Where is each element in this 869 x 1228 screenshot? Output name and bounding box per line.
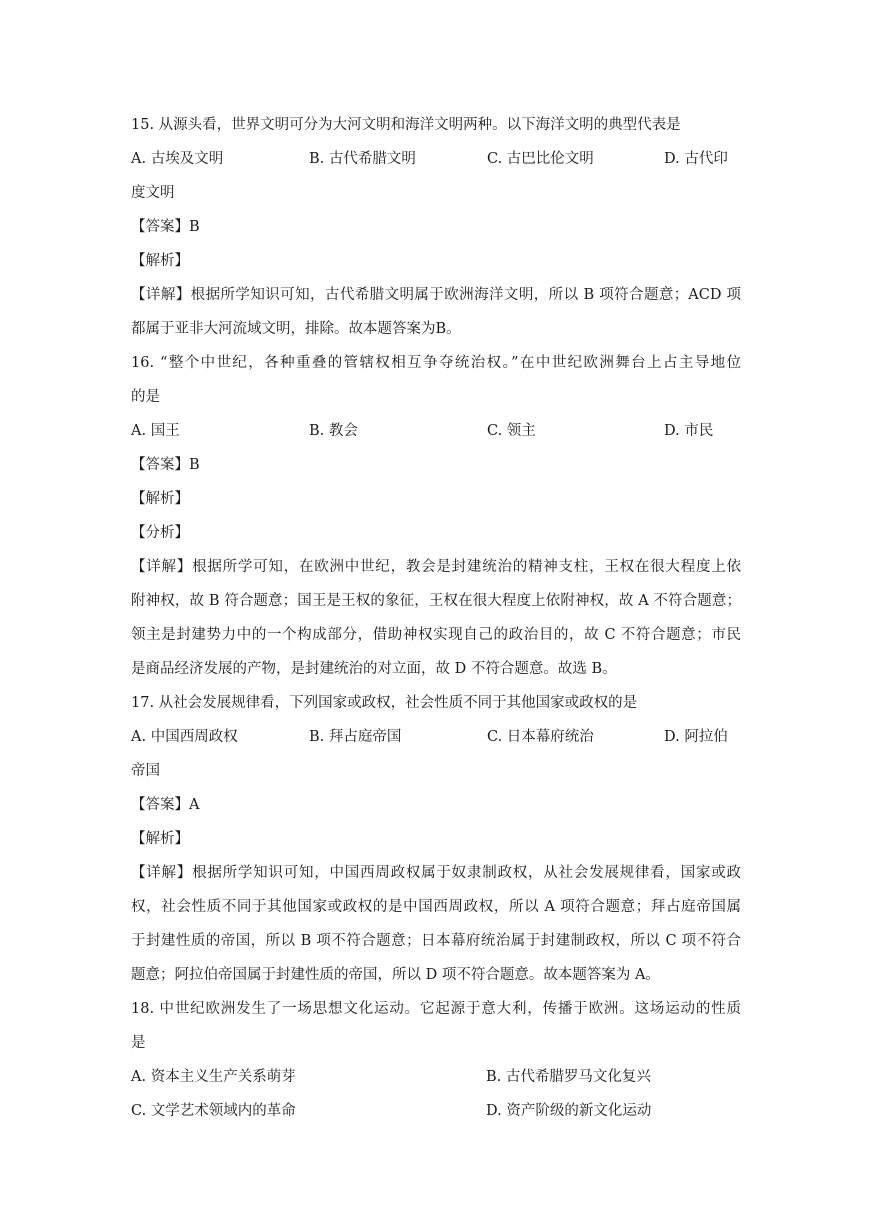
option-d: D. 市民 [664,423,714,439]
question-17-analysis-heading: 【解析】 [131,831,189,847]
question-17-detail-line: 题意；阿拉伯帝国属于封建性质的帝国，所以 D 项不符合题意。故本题答案为 A。 [131,967,660,983]
question-16-detail-line: 是商品经济发展的产物，是封建统治的对立面，故 D 不符合题意。故选 B。 [131,661,617,677]
question-16-analysis-heading: 【解析】 [131,491,189,507]
question-16-stem: 16. “整个中世纪，各种重叠的管辖权相互争夺统治权。”在中世纪欧洲舞台上占主导地位 [131,355,741,371]
question-17-stem: 17. 从社会发展规律看，下列国家或政权，社会性质不同于其他国家或政权的是 [131,695,638,711]
question-18-options-row-2 [131,1094,741,1128]
option-d-continued: 度文明 [131,185,175,201]
question-17-detail-line: 【详解】根据所学知识可知，中国西周政权属于奴隶制政权，从社会发展规律看，国家或政 [131,865,741,881]
question-18-options-row-1 [131,1060,741,1094]
question-16-detail-line: 【详解】根据所学可知，在欧洲中世纪，教会是封建统治的精神支柱，王权在很大程度上依 [131,559,741,575]
question-15-options [131,142,741,176]
option-b: B. 拜占庭帝国 [309,729,402,745]
option-a: A. 中国西周政权 [131,729,238,745]
option-d: D. 阿拉伯 [664,729,728,745]
option-a: A. 古埃及文明 [131,151,224,167]
option-c: C. 领主 [487,423,536,439]
option-b: B. 古代希腊文明 [309,151,416,167]
option-b: B. 教会 [309,423,358,439]
question-16-detail-line: 附神权，故 B 符合题意；国王是王权的象征，王权在很大程度上依附神权，故 A 不符合题意； [131,593,741,609]
question-15-stem: 15. 从源头看，世界文明可分为大河文明和海洋文明两种。以下海洋文明的典型代表是 [131,117,681,133]
question-17-answer: 【答案】A [131,797,200,813]
option-d: D. 资产阶级的新文化运动 [486,1103,652,1119]
question-15-answer: 【答案】B [131,219,200,235]
question-15-detail-line: 【详解】根据所学知识可知，古代希腊文明属于欧洲海洋文明，所以 B 项符合题意；ACD 项 [131,287,741,303]
option-c: C. 文学艺术领域内的革命 [131,1103,296,1119]
question-15-analysis-heading: 【解析】 [131,253,189,269]
document-page [131,108,741,1128]
question-16-detail-line: 领主是封建势力中的一个构成部分，借助神权实现自己的政治目的，故 C 不符合题意；市民 [131,627,741,643]
option-a: A. 资本主义生产关系萌芽 [131,1069,296,1085]
question-18-stem: 18. 中世纪欧洲发生了一场思想文化运动。它起源于意大利，传播于欧洲。这场运动的性质 [131,1001,741,1017]
question-17-options [131,720,741,754]
question-17-detail-line: 权，社会性质不同于其他国家或政权的是中国西周政权，所以 A 项符合题意；拜占庭帝国属 [131,899,741,915]
option-d-continued: 帝国 [131,763,160,779]
question-18-stem-continued: 是 [131,1035,146,1051]
question-16-answer: 【答案】B [131,457,200,473]
question-16-stem-continued: 的是 [131,389,160,405]
option-d: D. 古代印 [664,151,728,167]
question-15-detail-line: 都属于亚非大河流域文明，排除。故本题答案为B。 [131,321,461,337]
question-17-detail-line: 于封建性质的帝国，所以 B 项不符合题意；日本幕府统治属于封建制政权，所以 C 项不符合 [131,933,741,949]
option-a: A. 国王 [131,423,180,439]
option-c: C. 日本幕府统治 [487,729,594,745]
question-16-options [131,414,741,448]
option-c: C. 古巴比伦文明 [487,151,594,167]
option-b: B. 古代希腊罗马文化复兴 [486,1069,651,1085]
question-16-fenxi-heading: 【分析】 [131,525,189,541]
